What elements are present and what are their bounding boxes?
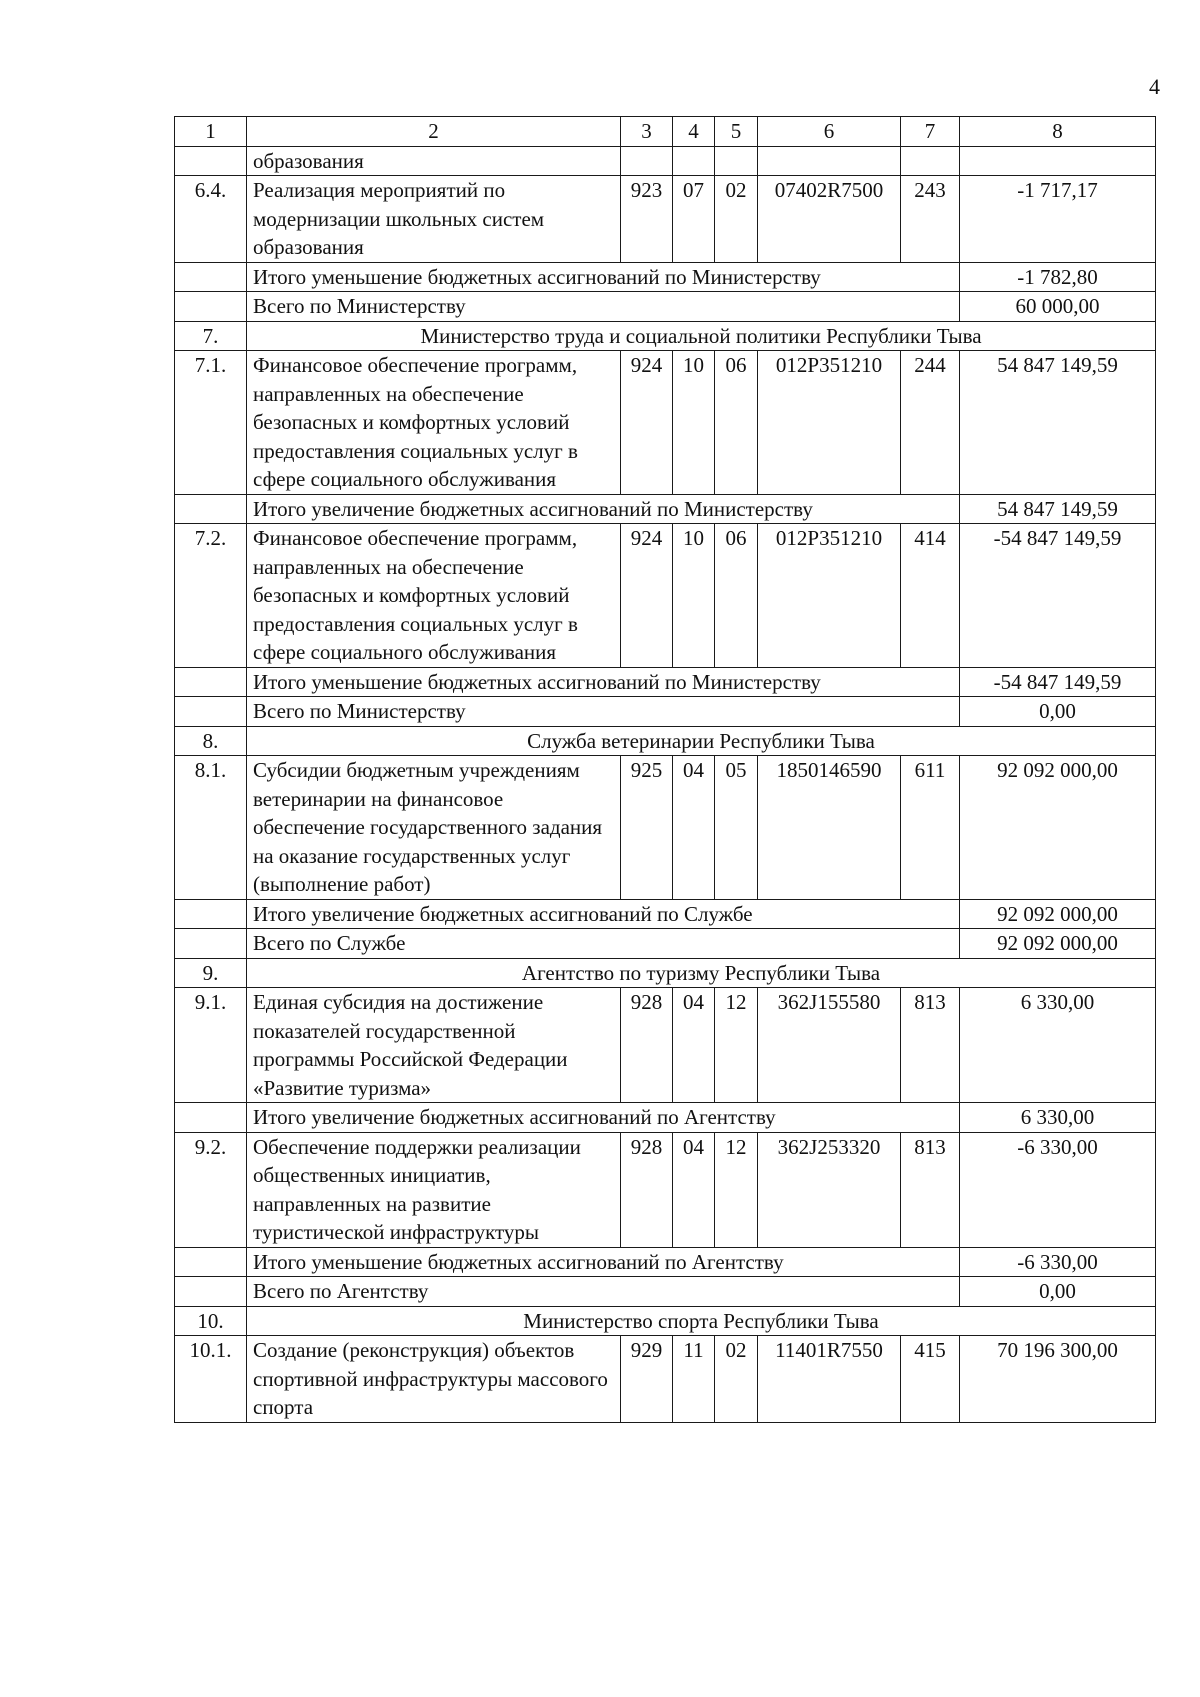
total-row (175, 1247, 1156, 1277)
table-body (175, 117, 1156, 1423)
page-number: 4 (1149, 74, 1160, 99)
section-code-cell: 04 (673, 1132, 715, 1247)
table-row (175, 1132, 1156, 1247)
row-number-cell: 9.2. (175, 1132, 247, 1247)
total-label-cell: Итого уменьшение бюджетных ассигнований по Агентству (247, 1247, 960, 1277)
section-code-cell: 10 (673, 524, 715, 668)
description-cell: Создание (реконструкция) объектов спортивной инфраструктуры массового спорта (247, 1336, 621, 1423)
section-title-cell: Министерство спорта Республики Тыва (247, 1306, 1156, 1336)
section-row (175, 321, 1156, 351)
expense-type-cell: 813 (901, 1132, 960, 1247)
total-amount-cell: -6 330,00 (960, 1247, 1156, 1277)
empty-cell (673, 146, 715, 176)
column-header: 5 (715, 117, 758, 147)
column-header: 4 (673, 117, 715, 147)
total-amount-cell: 60 000,00 (960, 292, 1156, 322)
section-row (175, 958, 1156, 988)
total-label-cell: Итого уменьшение бюджетных ассигнований по Министерству (247, 262, 960, 292)
empty-number-cell (175, 146, 247, 176)
total-row (175, 1103, 1156, 1133)
empty-cell (758, 146, 901, 176)
ministry-code-cell: 924 (621, 351, 673, 495)
amount-cell: -1 717,17 (960, 176, 1156, 263)
section-number-cell: 8. (175, 726, 247, 756)
empty-number-cell (175, 1103, 247, 1133)
total-label-cell: Итого увеличение бюджетных ассигнований по Службе (247, 899, 960, 929)
subsection-code-cell: 06 (715, 524, 758, 668)
budget-table (174, 116, 1156, 1423)
expense-type-cell: 244 (901, 351, 960, 495)
target-article-cell: 362J155580 (758, 988, 901, 1103)
total-label-cell: Итого увеличение бюджетных ассигнований по Министерству (247, 494, 960, 524)
ministry-code-cell: 924 (621, 524, 673, 668)
table-row (175, 524, 1156, 668)
empty-cell (901, 146, 960, 176)
total-amount-cell: 6 330,00 (960, 1103, 1156, 1133)
section-row (175, 1306, 1156, 1336)
total-label-cell: Всего по Министерству (247, 292, 960, 322)
ministry-code-cell: 928 (621, 988, 673, 1103)
empty-number-cell (175, 494, 247, 524)
section-code-cell: 11 (673, 1336, 715, 1423)
expense-type-cell: 415 (901, 1336, 960, 1423)
total-amount-cell: 92 092 000,00 (960, 929, 1156, 959)
section-code-cell: 07 (673, 176, 715, 263)
expense-type-cell: 243 (901, 176, 960, 263)
description-cell: Обеспечение поддержки реализации общественных инициатив, направленных на развитие туристической инфраструктуры (247, 1132, 621, 1247)
row-number-cell: 7.2. (175, 524, 247, 668)
continuation-row (175, 146, 1156, 176)
expense-type-cell: 813 (901, 988, 960, 1103)
section-code-cell: 04 (673, 988, 715, 1103)
expense-type-cell: 414 (901, 524, 960, 668)
target-article-cell: 012P351210 (758, 524, 901, 668)
amount-cell: -54 847 149,59 (960, 524, 1156, 668)
table-row (175, 351, 1156, 495)
ministry-code-cell: 929 (621, 1336, 673, 1423)
empty-number-cell (175, 262, 247, 292)
total-row (175, 494, 1156, 524)
total-label-cell: Итого уменьшение бюджетных ассигнований по Министерству (247, 667, 960, 697)
subsection-code-cell: 12 (715, 1132, 758, 1247)
section-number-cell: 9. (175, 958, 247, 988)
total-row (175, 899, 1156, 929)
table-row (175, 176, 1156, 263)
total-amount-cell: 54 847 149,59 (960, 494, 1156, 524)
total-amount-cell: 92 092 000,00 (960, 899, 1156, 929)
header-row (175, 117, 1156, 147)
row-number-cell: 10.1. (175, 1336, 247, 1423)
amount-cell: 6 330,00 (960, 988, 1156, 1103)
row-number-cell: 7.1. (175, 351, 247, 495)
subsection-code-cell: 05 (715, 756, 758, 900)
total-amount-cell: 0,00 (960, 697, 1156, 727)
total-amount-cell: -1 782,80 (960, 262, 1156, 292)
column-header: 1 (175, 117, 247, 147)
subsection-code-cell: 12 (715, 988, 758, 1103)
section-title-cell: Служба ветеринарии Республики Тыва (247, 726, 1156, 756)
total-row (175, 292, 1156, 322)
section-code-cell: 04 (673, 756, 715, 900)
empty-cell (715, 146, 758, 176)
target-article-cell: 362J253320 (758, 1132, 901, 1247)
total-amount-cell: -54 847 149,59 (960, 667, 1156, 697)
empty-number-cell (175, 1277, 247, 1307)
total-row (175, 929, 1156, 959)
description-cell: Реализация мероприятий по модернизации школьных систем образования (247, 176, 621, 263)
section-row (175, 726, 1156, 756)
table-row (175, 756, 1156, 900)
amount-cell: 54 847 149,59 (960, 351, 1156, 495)
total-amount-cell: 0,00 (960, 1277, 1156, 1307)
description-cell: Субсидии бюджетным учреждениям ветеринарии на финансовое обеспечение государственного задания на оказание государственных услуг (выполнение работ) (247, 756, 621, 900)
total-row (175, 697, 1156, 727)
empty-cell (621, 146, 673, 176)
empty-cell (960, 146, 1156, 176)
subsection-code-cell: 06 (715, 351, 758, 495)
section-number-cell: 7. (175, 321, 247, 351)
empty-number-cell (175, 929, 247, 959)
total-row (175, 262, 1156, 292)
description-cell: Финансовое обеспечение программ, направленных на обеспечение безопасных и комфортных условий предоставления социальных услуг в сфере социального обслуживания (247, 351, 621, 495)
empty-number-cell (175, 1247, 247, 1277)
table-row (175, 988, 1156, 1103)
ministry-code-cell: 925 (621, 756, 673, 900)
target-article-cell: 012P351210 (758, 351, 901, 495)
column-header: 7 (901, 117, 960, 147)
amount-cell: 70 196 300,00 (960, 1336, 1156, 1423)
section-code-cell: 10 (673, 351, 715, 495)
amount-cell: -6 330,00 (960, 1132, 1156, 1247)
total-label-cell: Итого увеличение бюджетных ассигнований по Агентству (247, 1103, 960, 1133)
target-article-cell: 1850146590 (758, 756, 901, 900)
row-number-cell: 6.4. (175, 176, 247, 263)
column-header: 8 (960, 117, 1156, 147)
expense-type-cell: 611 (901, 756, 960, 900)
total-row (175, 667, 1156, 697)
section-title-cell: Агентство по туризму Республики Тыва (247, 958, 1156, 988)
target-article-cell: 11401R7550 (758, 1336, 901, 1423)
amount-cell: 92 092 000,00 (960, 756, 1156, 900)
column-header: 3 (621, 117, 673, 147)
row-number-cell: 8.1. (175, 756, 247, 900)
subsection-code-cell: 02 (715, 1336, 758, 1423)
empty-number-cell (175, 667, 247, 697)
description-cell: образования (247, 146, 621, 176)
row-number-cell: 9.1. (175, 988, 247, 1103)
target-article-cell: 07402R7500 (758, 176, 901, 263)
ministry-code-cell: 928 (621, 1132, 673, 1247)
empty-number-cell (175, 292, 247, 322)
total-label-cell: Всего по Службе (247, 929, 960, 959)
ministry-code-cell: 923 (621, 176, 673, 263)
section-number-cell: 10. (175, 1306, 247, 1336)
table-row (175, 1336, 1156, 1423)
column-header: 6 (758, 117, 901, 147)
empty-number-cell (175, 697, 247, 727)
section-title-cell: Министерство труда и социальной политики Республики Тыва (247, 321, 1156, 351)
column-header: 2 (247, 117, 621, 147)
empty-number-cell (175, 899, 247, 929)
description-cell: Единая субсидия на достижение показателей государственной программы Российской Федерации «Развитие туризма» (247, 988, 621, 1103)
subsection-code-cell: 02 (715, 176, 758, 263)
description-cell: Финансовое обеспечение программ, направленных на обеспечение безопасных и комфортных условий предоставления социальных услуг в сфере социального обслуживания (247, 524, 621, 668)
total-row (175, 1277, 1156, 1307)
total-label-cell: Всего по Министерству (247, 697, 960, 727)
total-label-cell: Всего по Агентству (247, 1277, 960, 1307)
